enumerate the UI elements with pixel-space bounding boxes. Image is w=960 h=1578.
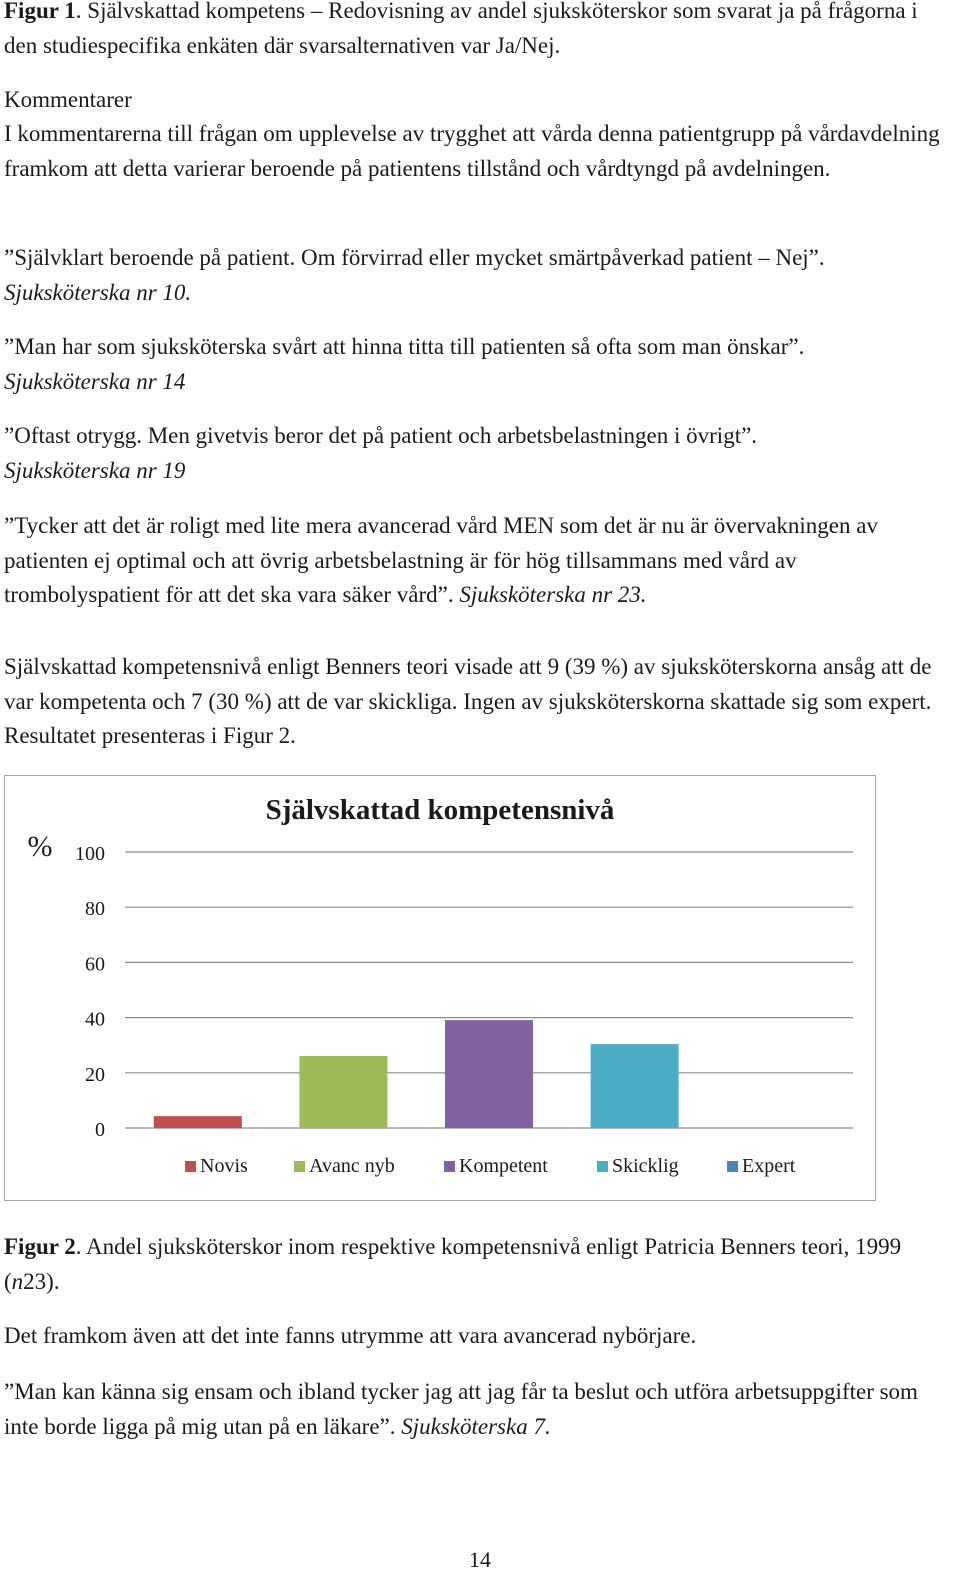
paragraph-after-figure: Det framkom även att det inte fanns utrymme att vara avancerad nybörjare. xyxy=(4,1323,697,1348)
page-number: 14 xyxy=(469,1547,491,1572)
quote-4-text: ”Tycker att det är roligt med lite mera avancerad vård MEN som det är nu är övervakningen av patienten ej optimal och att övrig arbetsbelastning är för hög tillsammans med vård av trombolyspatient för att det ska vara säker vård”. xyxy=(4,513,878,607)
quote-1-source: Sjuksköterska nr 10. xyxy=(4,279,192,305)
legend-swatch-skicklig xyxy=(597,1161,608,1172)
final-quote xyxy=(4,1375,956,1444)
comments-heading: Kommentarer xyxy=(4,87,132,112)
figure-2-caption-text-1: . Andel sjuksköterskor inom respektive kompetensnivå enligt Patricia Benners teori, 1999 ( xyxy=(4,1234,902,1294)
comments-intro: I kommentarerna till frågan om upplevelse av trygghet att vårda denna patientgrupp på vårdavdelning framkom att detta varierar beroende på patientens tillstånd och vårdtyngd på avdelningen. xyxy=(4,121,940,181)
quote-1 xyxy=(4,241,956,310)
quote-3-text: ”Oftast otrygg. Men givetvis beror det på patient och arbetsbelastningen i övrigt”. xyxy=(4,423,758,448)
chart-y-axis-label: % xyxy=(27,830,53,863)
bar-skicklig xyxy=(591,1044,679,1128)
figure-2-chart xyxy=(4,775,876,1201)
legend-swatch-avanc-nyb xyxy=(294,1161,305,1172)
chart-y-ticks xyxy=(75,843,105,1141)
final-quote-text: ”Man kan känna sig ensam och ibland tycker jag att jag får ta beslut och utföra arbetsuppgifter som inte borde ligga på mig utan på en läkare”. xyxy=(4,1379,918,1439)
legend-label: Skicklig xyxy=(612,1155,679,1177)
chart-legend xyxy=(185,1155,796,1177)
figure-2-caption-text-2: 23). xyxy=(23,1268,60,1294)
quote-4-source: Sjuksköterska nr 23. xyxy=(459,582,647,607)
final-quote-source: Sjuksköterska 7. xyxy=(401,1413,551,1439)
bar-kompetent xyxy=(445,1020,533,1128)
quote-3-source: Sjuksköterska nr 19 xyxy=(4,457,186,483)
figure-1-caption xyxy=(4,0,956,63)
quote-2-source: Sjuksköterska nr 14 xyxy=(4,368,186,394)
bar-novis xyxy=(154,1116,242,1128)
bar-chart-svg xyxy=(5,776,875,1200)
legend-label: Kompetent xyxy=(459,1155,548,1177)
figure-1-caption-text: . Självskattad kompetens – Redovisning av andel sjuksköterskor som svarat ja på frågorna i den studiespecifika enkäten där svarsalternativen var Ja/Nej. xyxy=(4,0,918,58)
chart-bars xyxy=(154,1020,679,1128)
figure-2-caption xyxy=(4,1230,956,1299)
bar-avanc-nyb xyxy=(299,1056,387,1128)
y-tick-label: 40 xyxy=(85,1008,105,1031)
quote-2-text: ”Man har som sjuksköterska svårt att hinna titta till patienten så ofta som man önskar”. xyxy=(4,334,805,359)
quote-2 xyxy=(4,330,956,399)
quote-3 xyxy=(4,419,956,488)
y-tick-label: 20 xyxy=(85,1063,105,1086)
quote-4 xyxy=(4,509,956,613)
legend-label: Expert xyxy=(742,1155,796,1177)
legend-swatch-novis xyxy=(185,1161,196,1172)
results-paragraph: Självskattad kompetensnivå enligt Benners teori visade att 9 (39 %) av sjuksköterskorna ansåg att de var kompetenta och 7 (30 %) att de var skickliga. Ingen av sjuksköterskorna skattade sig som expert. Resultatet presenteras i Figur 2. xyxy=(4,654,932,748)
chart-title: Självskattad kompetensnivå xyxy=(265,794,615,826)
figure-1-label: Figur 1 xyxy=(4,0,76,23)
quote-1-text: ”Självklart beroende på patient. Om förvirrad eller mycket smärtpåverkad patient – Nej”. xyxy=(4,245,825,270)
legend-swatch-expert xyxy=(727,1161,738,1172)
legend-label: Avanc nyb xyxy=(309,1155,395,1177)
legend-swatch-kompetent xyxy=(444,1161,455,1172)
y-tick-label: 0 xyxy=(95,1119,105,1141)
legend-label: Novis xyxy=(200,1155,248,1177)
y-tick-label: 80 xyxy=(85,898,105,921)
figure-2-caption-italic: n xyxy=(11,1268,24,1294)
figure-2-label: Figur 2 xyxy=(4,1234,76,1259)
y-tick-label: 100 xyxy=(75,843,105,865)
y-tick-label: 60 xyxy=(85,953,105,976)
